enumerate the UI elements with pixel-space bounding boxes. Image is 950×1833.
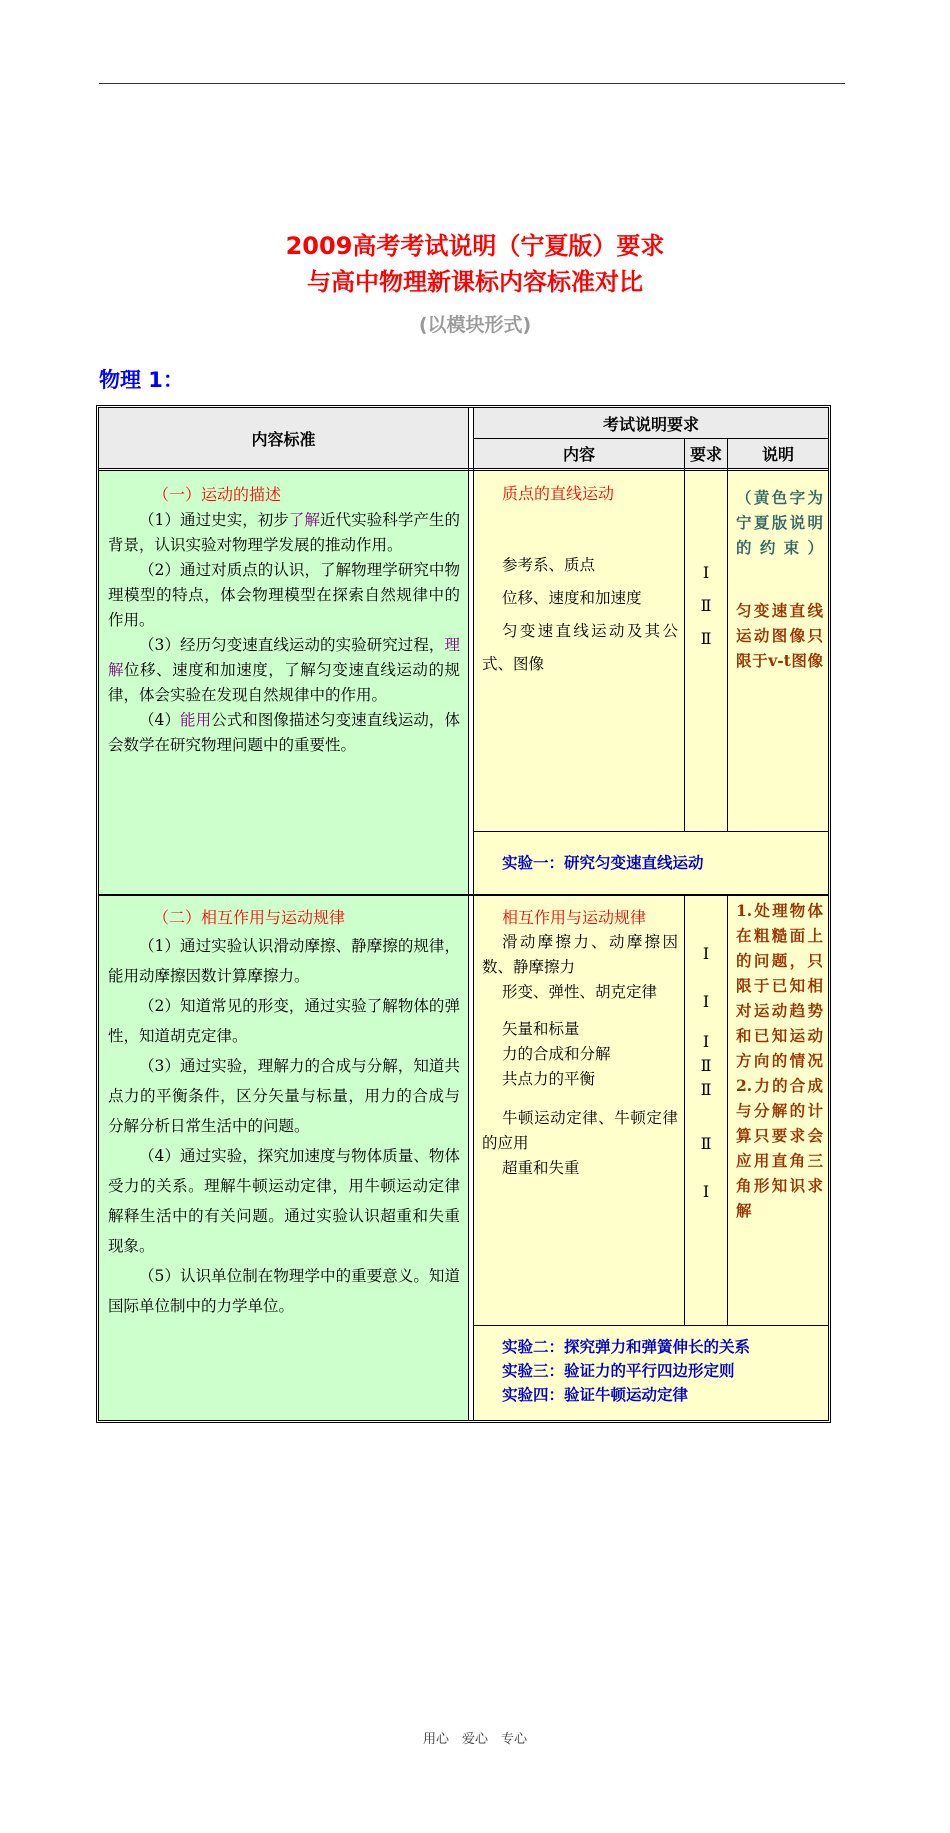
section2-level-6: Ⅱ (700, 1134, 712, 1153)
section1-item-4-b: 公式和图像描述匀变速直线运动，体会数学在研究物理问题中的重要性。 (108, 711, 460, 754)
section1-note-constraint: （黄色字为宁夏版说明的约束） (736, 488, 823, 557)
section2-note-friction: 1.处理物体在粗糙面上的问题，只限于已知相对运动趋势和已知运动方向的情况 (736, 901, 823, 1070)
section1-item-3-b: 位移、速度和加速度，了解匀变速直线运动的规律，体会实验在发现自然规律中的作用。 (108, 661, 460, 704)
header-explanation-label: 说明 (761, 445, 794, 464)
section1-item-3 (108, 633, 460, 708)
section2-item-1: （1）通过实验认识滑动摩擦、静摩擦的规律，能用动摩擦因数计算摩擦力。 (108, 937, 460, 985)
section2-level-3: Ⅰ (702, 1032, 710, 1051)
section2-content (474, 896, 684, 1325)
page-footer: 用心 爱心 专心 (422, 1732, 527, 1747)
header-exam-requirements (474, 408, 828, 438)
header-content (474, 439, 684, 468)
module-label: 物理 1： (99, 368, 184, 392)
section-divider (99, 894, 828, 896)
section2-item-2: （2）知道常见的形变，通过实验了解物体的弹性，知道胡克定律。 (108, 997, 460, 1045)
section1-content (474, 471, 684, 831)
section1-item-1-highlight: 了解 (288, 511, 321, 529)
section1-level-1: Ⅰ (702, 563, 710, 582)
note-divider-2 (727, 896, 728, 1325)
section1-topic-item-2: 位移、速度和加速度 (502, 589, 642, 607)
header-explanation (728, 439, 828, 468)
section2-level-2: Ⅰ (702, 992, 710, 1011)
section2-level-4: Ⅱ (700, 1056, 712, 1075)
section2-item-4: （4）通过实验，探究加速度与物体质量、物体受力的关系。理解牛顿运动定律，用牛顿运动定律解释生活中的有关问题。通过实验认识超重和失重现象。 (108, 1147, 460, 1255)
section1-item-1-b: 近代实验科学产生的背景，认识实验对物理学发展的推动作用。 (108, 511, 460, 554)
section1-experiment-divider (474, 831, 828, 832)
section2-experiments (474, 1326, 828, 1420)
section2-item-5: （5）认识单位制在物理学中的重要意义。知道国际单位制中的力学单位。 (108, 1267, 460, 1315)
note-divider-1 (727, 439, 728, 831)
column-divider-double (468, 408, 474, 1420)
section1-levels (685, 471, 727, 831)
header-content-label: 内容 (562, 445, 595, 464)
section1-note-graph: 匀变速直线运动图像只限于v-t图像 (736, 601, 823, 670)
section2-topic-title: 相互作用与运动规律 (502, 908, 647, 927)
section2-levels (685, 896, 727, 1325)
section1-item-1 (108, 508, 460, 558)
section1-title: （一）运动的描述 (153, 485, 282, 504)
section1-level-3: Ⅱ (700, 629, 712, 648)
section2-note-composition: 2.力的合成与分解的计算只要求会应用直角三角形知识求解 (736, 1076, 823, 1220)
section1-experiment (474, 832, 828, 894)
document-title-line1: 2009高考考试说明（宁夏版）要求 (285, 232, 665, 260)
section1-topic-item-3: 匀变速直线运动及其公式、图像 (482, 622, 678, 673)
section2-topic-item-6: 牛顿运动定律、牛顿定律的应用 (482, 1109, 678, 1152)
section2-level-7: Ⅰ (702, 1182, 710, 1201)
section2-item-3: （3）通过实验，理解力的合成与分解，知道共点力的平衡条件，区分矢量与标量，用力的合成与分解分析日常生活中的问题。 (108, 1057, 460, 1135)
comparison-table (96, 405, 831, 1423)
section1-experiment-label: 实验一：研究匀变速直线运动 (502, 853, 704, 872)
section1-topic-title: 质点的直线运动 (502, 484, 615, 503)
section1-topic-item-1: 参考系、质点 (502, 556, 596, 574)
section1-level-2: Ⅱ (700, 596, 712, 615)
section1-item-4-a: （4） (139, 711, 181, 729)
section2-topic-item-1: 滑动摩擦力、动摩擦因数、静摩擦力 (482, 933, 678, 976)
section1-item-1-a: （1）通过史实，初步 (139, 511, 289, 529)
header-requirement (685, 439, 727, 468)
req-divider-1 (684, 439, 685, 831)
section1-item-4-highlight: 能用 (180, 711, 212, 729)
section2-topic-item-4: 力的合成和分解 (502, 1045, 611, 1063)
header-exam-requirements-label: 考试说明要求 (602, 414, 699, 434)
section1-notes (728, 471, 828, 831)
header-requirement-label: 要求 (689, 445, 722, 464)
section2-notes (728, 896, 828, 1325)
section1-item-3-highlight: 理解 (108, 636, 460, 679)
section2-standard (99, 896, 468, 1420)
document-title-line2: 与高中物理新课标内容标准对比 (307, 268, 643, 296)
section1-standard (99, 471, 468, 894)
section2-experiment-2: 实验二：探究弹力和弹簧伸长的关系 (502, 1337, 751, 1356)
section1-item-3-a: （3）经历匀变速直线运动的实验研究过程， (139, 636, 445, 654)
section2-topic-item-7: 超重和失重 (502, 1159, 580, 1177)
header-content-standard-label: 内容标准 (251, 429, 316, 449)
section2-experiment-3: 实验三：验证力的平行四边形定则 (502, 1361, 735, 1380)
section2-topic-item-5: 共点力的平衡 (502, 1070, 596, 1088)
section2-level-5: Ⅱ (700, 1080, 712, 1099)
header-content-standard (99, 408, 468, 468)
section2-experiment-4: 实验四：验证牛顿运动定律 (502, 1385, 689, 1404)
section2-topic-item-2: 形变、弹性、胡克定律 (502, 983, 658, 1001)
header-rule (99, 83, 845, 84)
section1-item-4 (108, 708, 460, 758)
header-divider (474, 438, 828, 439)
section2-level-1: Ⅰ (702, 944, 710, 963)
section2-title: （二）相互作用与运动规律 (153, 908, 346, 927)
section2-experiment-divider (474, 1325, 828, 1326)
section2-topic-item-3: 矢量和标量 (502, 1020, 580, 1038)
document-subtitle: (以模块形式) (418, 314, 532, 336)
req-divider-2 (684, 896, 685, 1325)
header-bottom-rule (99, 468, 828, 471)
section1-item-2: （2）通过对质点的认识，了解物理学研究中物理模型的特点，体会物理模型在探索自然规律中的作用。 (108, 561, 460, 629)
